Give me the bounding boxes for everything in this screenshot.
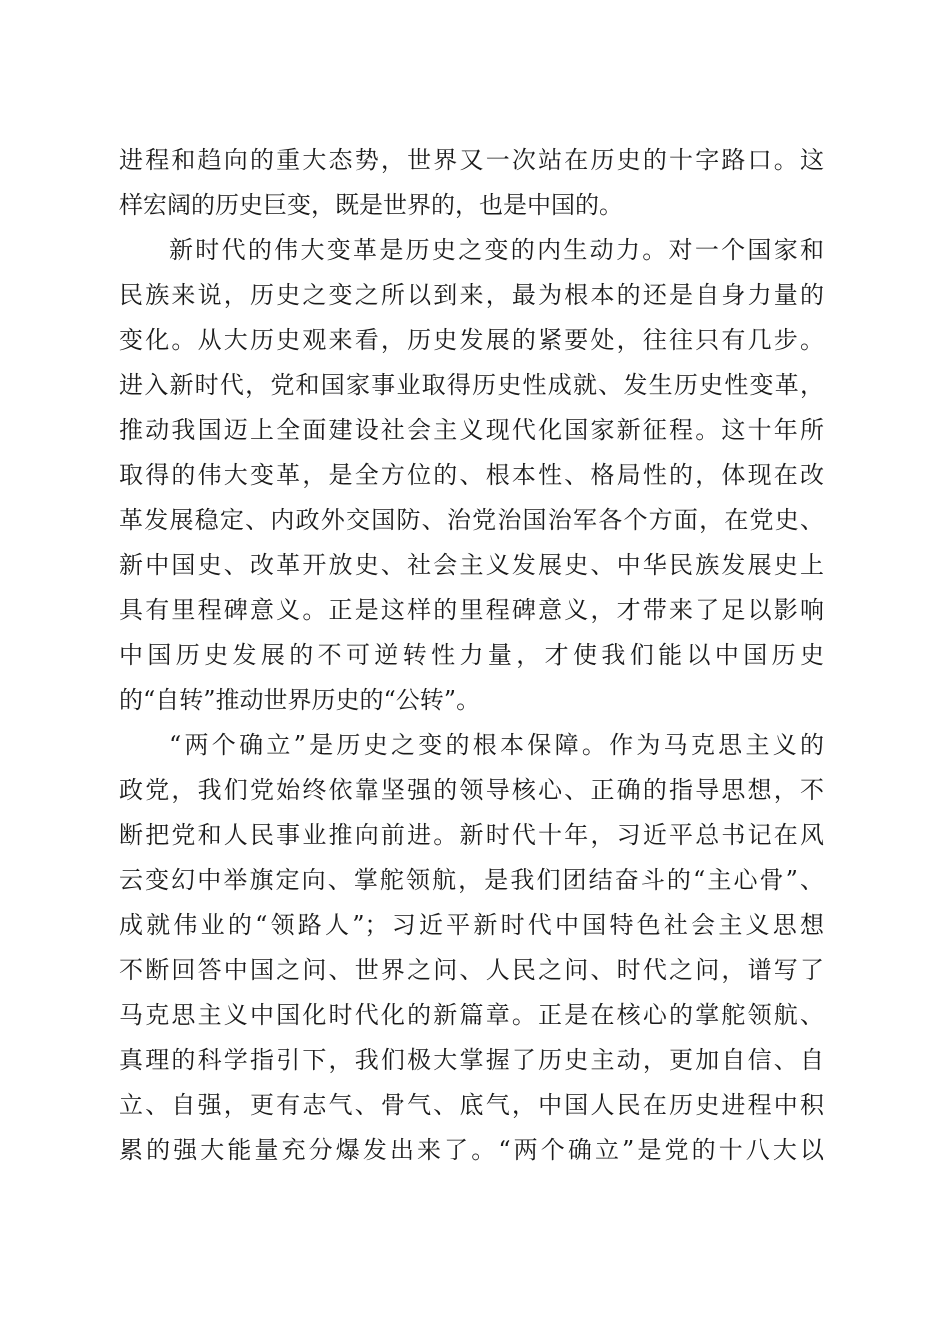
paragraph-great-transformation	[119, 228, 824, 723]
text-line: 变化。从大历史观来看，历史发展的紧要处，往往只有几步。	[119, 326, 824, 354]
text-line: 政党，我们党始终依靠坚强的领导核心、正确的指导思想，不	[119, 776, 824, 804]
text-line: 进程和趋向的重大态势，世界又一次站在历史的十字路口。这	[119, 146, 824, 174]
text-line: 的“自转”推动世界历史的“公转”。	[119, 686, 481, 714]
text-line: 样宏阔的历史巨变，既是世界的，也是中国的。	[119, 191, 623, 219]
text-line: 云变幻中举旗定向、掌舵领航，是我们团结奋斗的“主心骨”、	[119, 866, 824, 894]
text-line: 马克思主义中国化时代化的新篇章。正是在核心的掌舵领航、	[119, 1001, 824, 1029]
text-line: 真理的科学指引下，我们极大掌握了历史主动，更加自信、自	[119, 1046, 824, 1074]
text-line: 革发展稳定、内政外交国防、治党治国治军各个方面，在党史、	[119, 506, 824, 534]
text-line: 不断回答中国之问、世界之问、人民之问、时代之问，谱写了	[119, 956, 824, 984]
text-line: 成就伟业的“领路人”；习近平新时代中国特色社会主义思想	[119, 911, 824, 939]
text-line: 具有里程碑意义。正是这样的里程碑意义，才带来了足以影响	[119, 596, 824, 624]
paragraph-historical-change	[119, 138, 824, 228]
text-line: 民族来说，历史之变之所以到来，最为根本的还是自身力量的	[119, 281, 824, 309]
text-line: 累的强大能量充分爆发出来了。“两个确立”是党的十八大以	[119, 1136, 824, 1164]
text-line: 取得的伟大变革，是全方位的、根本性、格局性的，体现在改	[119, 461, 824, 489]
text-line: 进入新时代，党和国家事业取得历史性成就、发生历史性变革，	[119, 371, 824, 399]
paragraph-two-establishments	[119, 723, 824, 1173]
text-line: 新中国史、改革开放史、社会主义发展史、中华民族发展史上	[119, 551, 824, 579]
text-line: 立、自强，更有志气、骨气、底气，中国人民在历史进程中积	[119, 1091, 824, 1119]
text-line: “两个确立”是历史之变的根本保障。作为马克思主义的	[169, 731, 824, 759]
document-body	[119, 138, 824, 1173]
text-line: 新时代的伟大变革是历史之变的内生动力。对一个国家和	[169, 236, 824, 264]
text-line: 中国历史发展的不可逆转性力量，才使我们能以中国历史	[119, 641, 824, 669]
text-line: 断把党和人民事业推向前进。新时代十年，习近平总书记在风	[119, 821, 824, 849]
text-line: 推动我国迈上全面建设社会主义现代化国家新征程。这十年所	[119, 416, 824, 444]
